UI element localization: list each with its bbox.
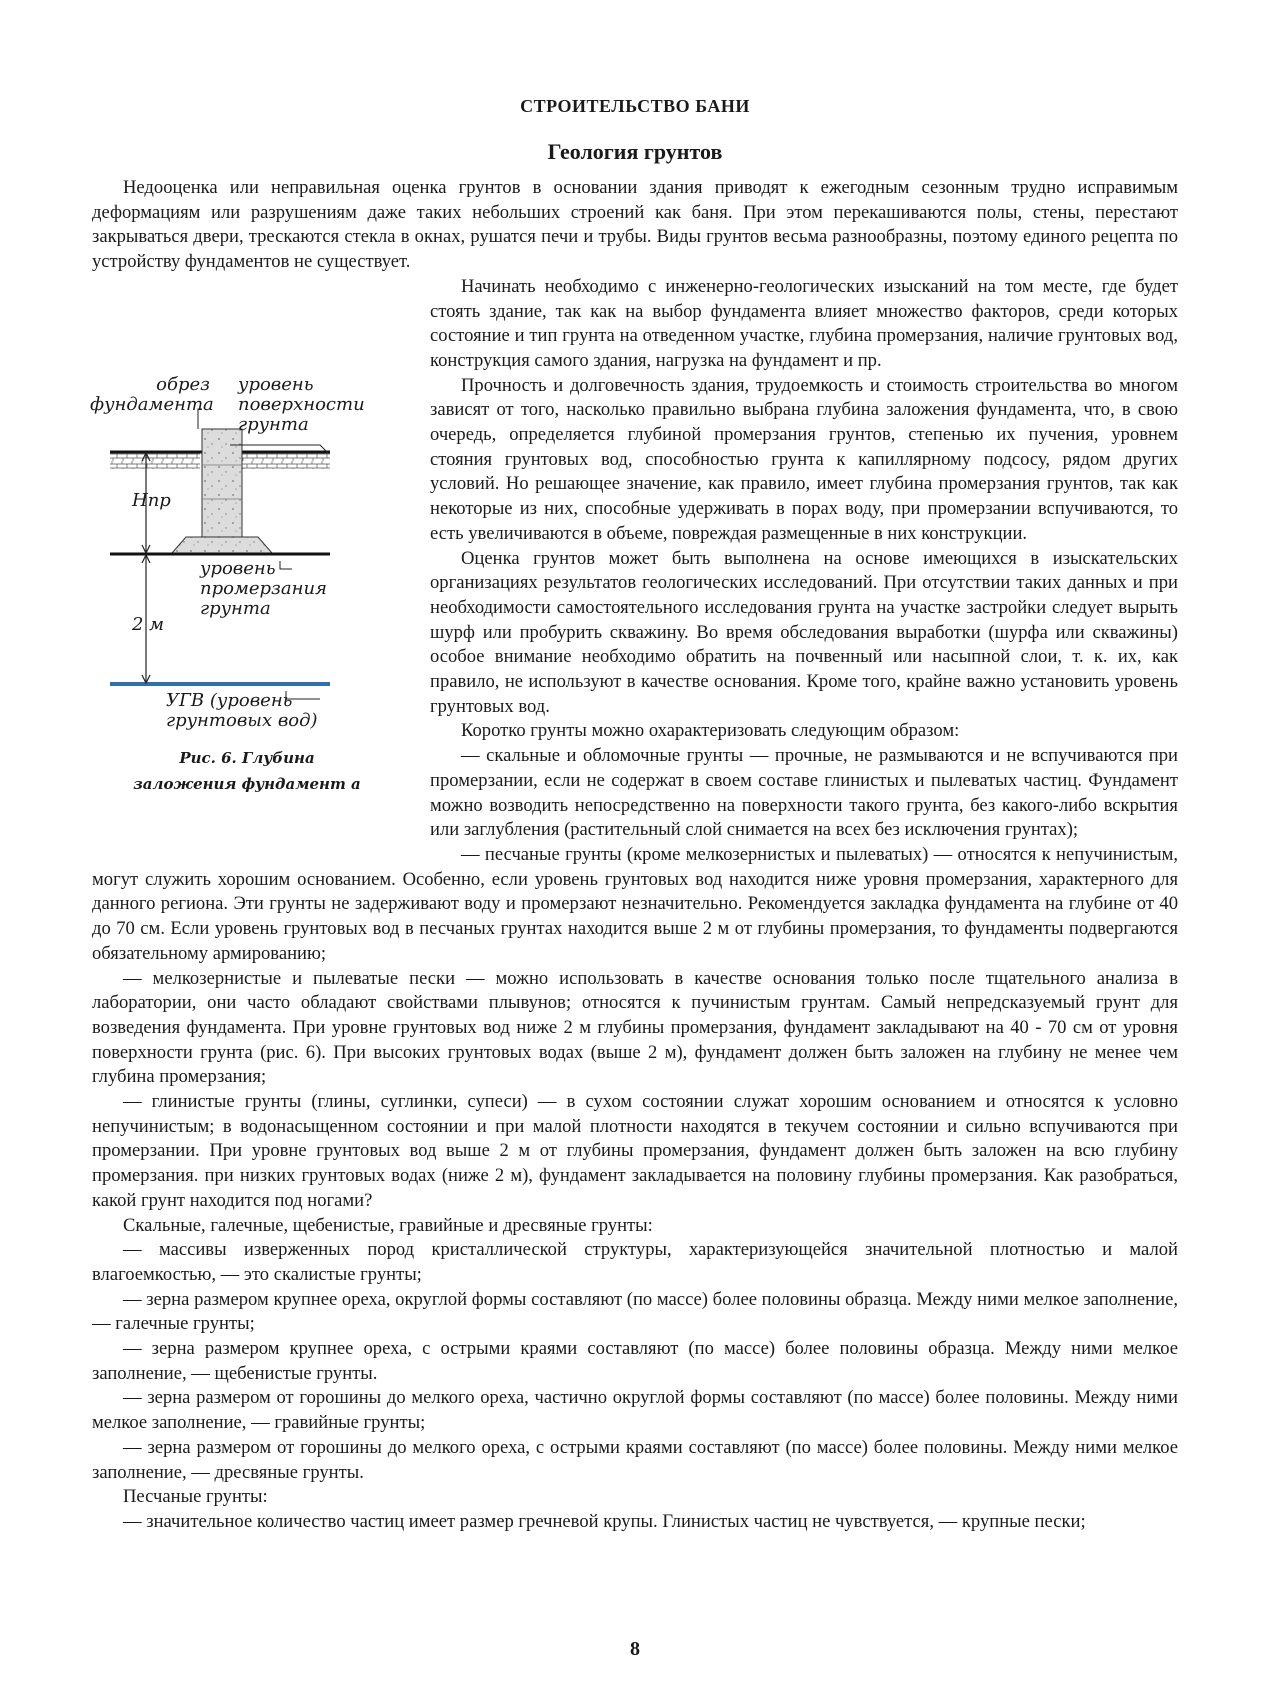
label-water: УГВ (уровень грунтовых вод) — [166, 689, 318, 731]
list-item: — скальные и обломочные грунты — прочные, не размываются и не вспучиваются при промерзании, если не содержат в своем составе глинистых и пылеватых частиц. Фундамент можно возводить непосредственно на поверхности такого грунта, без какого-либо вскрытия или заглубления (растительный слой снимается на всех без исключения грунтах); — [430, 745, 1178, 841]
paragraph: Недооценка или неправильная оценка грунтов в основании здания приводят к ежегодным сезонным трудно исправимым деформациям или разрушениям даже таких небольших строений как баня. При этом перекашиваются полы, стены, перестают закрываться двери, трескаются стекла в окнах, рушатся печи и трубы. Виды грунтов весьма разнообразны, поэтому единого рецепта по устройству фундаментов не существует. — [92, 177, 1178, 273]
list-item: — глинистые грунты (глины, суглинки, супеси) — в сухом состоянии служат хорошим основанием и относятся к условно непучинистым; в водонасыщенном состоянии и при малой плотности находятся в текучем состоянии и сильно вспучиваются при промерзании. При уровне грунтовых вод выше 2 м от глубины промерзания, фундамент должен быть заложен на всю глубину промерзания. при низких грунтовых водах (ниже 2 м), фундамент закладывается на половину глубины промерзания. Как разобраться, какой грунт находится под ногами? — [92, 1091, 1178, 1211]
list-item: — зерна размером от горошины до мелкого ореха, с острыми краями составляют (по массе) более половины. Между ними мелкое заполнение, — дресвяные грунты. — [92, 1436, 1178, 1483]
label-top-edge: обрез фундамента — [90, 373, 214, 415]
label-surface: уровень поверхности грунта — [238, 373, 365, 435]
running-header: СТРОИТЕЛЬСТВО БАНИ — [520, 96, 750, 116]
page-number: 8 — [630, 1638, 640, 1660]
figure-caption: Рис. 6. Глубина заложения фундамент а — [133, 748, 361, 793]
list-item: — зерна размером крупнее ореха, с острыми краями составляют (по массе) более половины образца. Между ними мелкое заполнение, — щебенистые грунты. — [92, 1338, 1178, 1384]
soil-hatch-left — [110, 453, 200, 469]
foundation-depth-figure — [90, 281, 408, 853]
list-item: — зерна размером от горошины до мелкого ореха, частично округлой формы составляют (по массе) более половины. Между ними мелкое заполнение, — гравийные грунты; — [92, 1387, 1178, 1434]
paragraph: Скальные, галечные, щебенистые, гравийные и дресвяные грунты: — [123, 1214, 653, 1236]
section-title: Геология грунтов — [547, 139, 723, 164]
paragraph: Прочность и долговечность здания, трудоемкость и стоимость строительства во многом зависят от того, насколько правильно выбрана глубина заложения фундамента, что, в свою очередь, определяется глубиной промерзания грунтов, степенью их пучения, уровнем стояния грунтовых вод, способностью грунта к капиллярному подсосу, рядом других условий. Но решающее значение, как правило, имеет глубина промерзания грунтов, так как некоторые из них, способные удерживать в порах воду, при промерзании вспучиваются, то есть увеличиваются в объеме, повреждая размещенные в них конструкции. — [430, 374, 1178, 544]
label-depth: Hпр — [132, 489, 171, 511]
paragraph: Коротко грунты можно охарактеризовать следующим образом: — [461, 720, 960, 742]
foundation-footing — [172, 537, 272, 553]
label-two-m: 2 м — [132, 613, 165, 635]
list-item: — мелкозернистые и пылеватые пески — можно использовать в качестве основания только после тщательного анализа в лаборатории, они часто обладают свойствами плывунов; относятся к пучинистым грунтам. Самый непредсказуемый грунт для возведения фундамента. При уровне грунтовых вод ниже 2 м глубины промерзания, фундамент закладывают на 40 - 70 см от уровня поверхности грунта (рис. 6). При высоких грунтовых водах (выше 2 м), фундамент должен быть заложен на глубину не менее чем глубина промерзания; — [92, 967, 1178, 1088]
paragraph: Песчаные грунты: — [123, 1486, 268, 1508]
label-frost: уровень промерзания грунта — [200, 557, 327, 619]
paragraph: Оценка грунтов может быть выполнена на основе имеющихся в изыскательских организациях результатов геологических исследований. При отсутствии таких данных и при необходимости самостоятельного исследования грунта на участке застройки следует вырыть шурф или пробурить скважину. Во время обследования выработки (шурфа или скважины) особое внимание необходимо обратить на почвенный или насыпной слои, т. к. их, как правило, не используют в качестве основания. Кроме того, крайне важно установить уровень грунтовых вод. — [430, 547, 1178, 717]
body-text — [92, 176, 1178, 1535]
list-item: — зерна размером крупнее ореха, округлой формы составляют (по массе) более половины образца. Между ними мелкое заполнение, — галечные грунты; — [92, 1288, 1178, 1335]
list-item: — значительное количество частиц имеет размер гречневой крупы. Глинистых частиц не чувствуется, — крупные пески; — [123, 1510, 1086, 1532]
soil-hatch-right — [242, 453, 330, 469]
list-item: — песчаные грунты (кроме мелкозернистых и пылеватых) — относятся к непучинистым, могут служить хорошим основанием. Особенно, если уровень грунтовых вод находится ниже уровня промерзания, характерного для данного региона. Эти грунты не задерживают воду и промерзают незначительно. Рекомендуется закладка фундамента на глубине от 40 до 70 см. Если уровень грунтовых вод в песчаных грунтах находится выше 2 м от глубины промерзания, то фундаменты подвергаются обязательному армированию; — [92, 843, 1178, 964]
paragraph: Начинать необходимо с инженерно-геологических изысканий на том месте, где будет стоять здание, так как на выбор фундамента влияет множество факторов, среди которых состояние и тип грунта на отведенном участке, глубина промерзания, наличие грунтовых вод, конструкция самого здания, нагрузка на фундамент и пр. — [430, 275, 1178, 371]
list-item: — массивы изверженных пород кристаллической структуры, характеризующейся значительной плотностью и малой влагоемкостью, — это скалистые грунты; — [92, 1239, 1178, 1285]
